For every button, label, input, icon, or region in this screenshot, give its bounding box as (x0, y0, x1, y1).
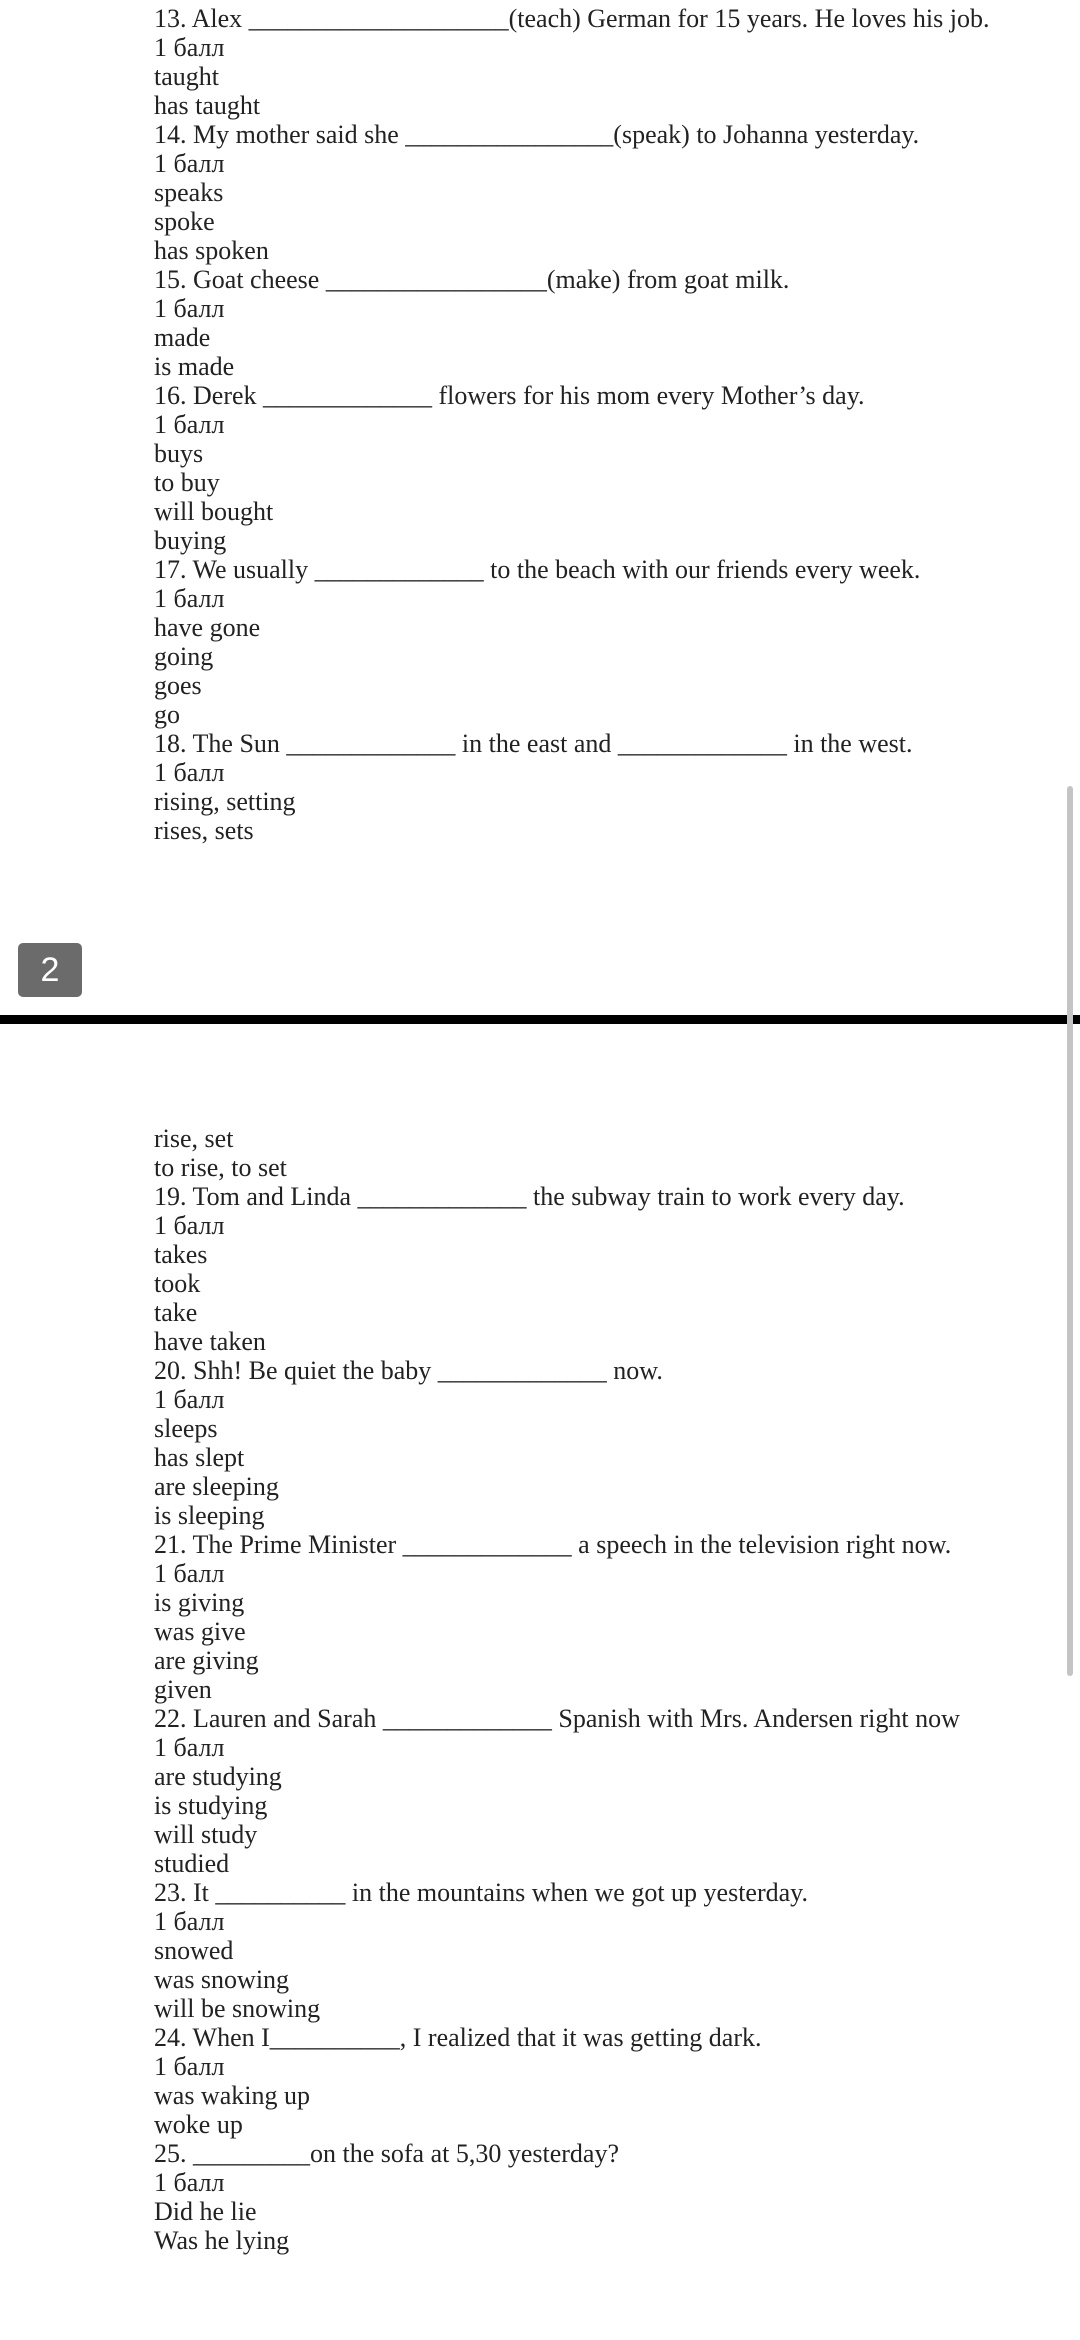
answer-option[interactable]: given (154, 1675, 212, 1704)
answer-option[interactable]: buying (154, 526, 227, 555)
question-text: 23. It __________ in the mountains when we got up yesterday. (154, 1878, 808, 1907)
answer-option[interactable]: have taken (154, 1327, 266, 1356)
score-label: 1 балл (154, 294, 225, 323)
answer-option[interactable]: has slept (154, 1443, 245, 1472)
answer-option[interactable]: woke up (154, 2110, 243, 2139)
answer-option[interactable]: will be snowing (154, 1994, 321, 2023)
page-1-content (154, 4, 1054, 845)
answer-option[interactable]: are studying (154, 1762, 282, 1791)
answer-option[interactable]: Did he lie (154, 2197, 257, 2226)
answer-option[interactable]: has spoken (154, 236, 269, 265)
answer-option[interactable]: took (154, 1269, 201, 1298)
question-text: 13. Alex ____________________(teach) German for 15 years. He loves his job. (154, 4, 990, 33)
question-text: 17. We usually _____________ to the beach with our friends every week. (154, 555, 921, 584)
score-label: 1 балл (154, 410, 225, 439)
answer-option[interactable]: will bought (154, 497, 274, 526)
answer-option[interactable]: rise, set (154, 1124, 234, 1153)
answer-option[interactable]: snowed (154, 1936, 234, 1965)
score-label: 1 балл (154, 584, 225, 613)
question-text: 22. Lauren and Sarah _____________ Spanish with Mrs. Andersen right now (154, 1704, 960, 1733)
answer-option[interactable]: made (154, 323, 211, 352)
question-text: 18. The Sun _____________ in the east and _____________ in the west. (154, 729, 913, 758)
answer-option[interactable]: rises, sets (154, 816, 254, 845)
score-label: 1 балл (154, 1907, 225, 1936)
score-label: 1 балл (154, 1559, 225, 1588)
answer-option[interactable]: buys (154, 439, 204, 468)
answer-option[interactable]: to buy (154, 468, 220, 497)
answer-option[interactable]: to rise, to set (154, 1153, 287, 1182)
scrollbar[interactable] (1067, 786, 1073, 1676)
answer-option[interactable]: speaks (154, 178, 224, 207)
score-label: 1 балл (154, 33, 225, 62)
score-label: 1 балл (154, 2052, 225, 2081)
answer-option[interactable]: has taught (154, 91, 261, 120)
answer-option[interactable]: goes (154, 671, 202, 700)
answer-option[interactable]: are giving (154, 1646, 259, 1675)
answer-option[interactable]: is giving (154, 1588, 245, 1617)
score-label: 1 балл (154, 1385, 225, 1414)
answer-option[interactable]: takes (154, 1240, 208, 1269)
page-2-content (154, 1124, 1054, 2255)
answer-option[interactable]: go (154, 700, 180, 729)
answer-option[interactable]: is studying (154, 1791, 268, 1820)
answer-option[interactable]: was snowing (154, 1965, 290, 1994)
page-number-badge: 2 (18, 943, 82, 997)
answer-option[interactable]: is made (154, 352, 235, 381)
answer-option[interactable]: will study (154, 1820, 258, 1849)
question-text: 21. The Prime Minister _____________ a speech in the television right now. (154, 1530, 952, 1559)
question-text: 24. When I__________, I realized that it was getting dark. (154, 2023, 762, 2052)
question-text: 19. Tom and Linda _____________ the subway train to work every day. (154, 1182, 905, 1211)
answer-option[interactable]: was waking up (154, 2081, 310, 2110)
answer-option[interactable]: sleeps (154, 1414, 218, 1443)
question-text: 16. Derek _____________ flowers for his mom every Mother’s day. (154, 381, 865, 410)
question-text: 25. _________on the sofa at 5,30 yesterday? (154, 2139, 620, 2168)
score-label: 1 балл (154, 149, 225, 178)
page-divider (0, 1015, 1080, 1024)
question-text: 20. Shh! Be quiet the baby _____________ now. (154, 1356, 663, 1385)
answer-option[interactable]: was give (154, 1617, 246, 1646)
answer-option[interactable]: rising, setting (154, 787, 296, 816)
score-label: 1 балл (154, 2168, 225, 2197)
answer-option[interactable]: taught (154, 62, 219, 91)
score-label: 1 балл (154, 758, 225, 787)
answer-option[interactable]: are sleeping (154, 1472, 279, 1501)
score-label: 1 балл (154, 1733, 225, 1762)
answer-option[interactable]: take (154, 1298, 198, 1327)
answer-option[interactable]: is sleeping (154, 1501, 265, 1530)
question-text: 15. Goat cheese _________________(make) from goat milk. (154, 265, 790, 294)
answer-option[interactable]: going (154, 642, 214, 671)
score-label: 1 балл (154, 1211, 225, 1240)
answer-option[interactable]: Was he lying (154, 2226, 290, 2255)
answer-option[interactable]: spoke (154, 207, 215, 236)
answer-option[interactable]: studied (154, 1849, 230, 1878)
question-text: 14. My mother said she ________________(speak) to Johanna yesterday. (154, 120, 920, 149)
answer-option[interactable]: have gone (154, 613, 261, 642)
